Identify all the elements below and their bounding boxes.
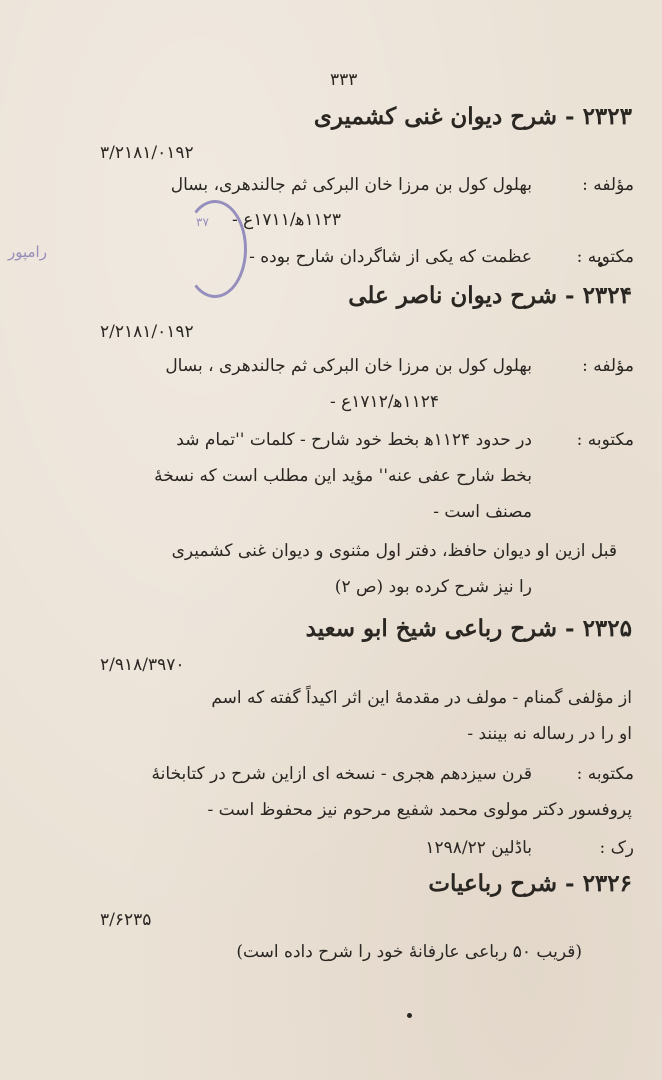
library-stamp	[0, 195, 248, 305]
scribe-label-2323: مکتوبه :	[576, 247, 634, 267]
note-2324-line2: را نیز شرح کرده بود (ص ۲)	[334, 577, 532, 597]
shelf-mark-2325: ۲/۹۱۸/۳۹۷۰	[100, 655, 185, 675]
scribe-value-2325-line1: قرن سیزدهم هجری - نسخه ای ازاین شرح در کتابخانهٔ	[151, 764, 532, 784]
body-2325-line2: او را در رساله نه بینند -	[467, 724, 632, 744]
reference-value-2325: باڈلین ۱۲۹۸/۲۲	[425, 838, 532, 858]
body-2325-line1: از مؤلفی گمنام - مولف در مقدمهٔ این اثر اکیداً گفته که اسم	[211, 688, 632, 708]
author-label-2324: مؤلفه :	[582, 356, 634, 376]
author-value-2323: بهلول کول بن مرزا خان البرکی ثم جالندهری، بسال	[170, 175, 532, 195]
scribe-label-2324: مکتوبه :	[576, 430, 634, 450]
shelf-mark-2326: ۳/۶۲۳۵	[100, 910, 152, 930]
scribe-value-2325-line2: پروفسور دکتر مولوی محمد شفیع مرحوم نیز محفوظ است -	[207, 800, 632, 820]
entry-heading-2326: ۲۳۲۶ - شرح رباعیات	[428, 870, 632, 897]
author-date-2323: ۱۱۲۳ﻫ/۱۷۱۱ع -	[232, 210, 342, 230]
page-end-mark	[407, 1013, 412, 1018]
page-number: ٣٣٣	[330, 70, 358, 90]
author-value-2324: بهلول کول بن مرزا خان البرکی ثم جالندهری ، بسال	[165, 356, 532, 376]
stamp-text: رامپور	[8, 243, 47, 261]
shelf-mark-2324: ۲/۲۱۸۱/۰۱۹۲	[100, 322, 194, 342]
scribe-label-2325: مکتوبه :	[576, 764, 634, 784]
entry-heading-2324: ۲۳۲۴ - شرح دیوان ناصر علی	[348, 282, 632, 309]
entry-heading-2325: ۲۳۲۵ - شرح رباعی شیخ ابو سعید	[305, 615, 632, 642]
scribe-value-2324-line3: مصنف است -	[433, 502, 532, 522]
author-label-2323: مؤلفه :	[582, 175, 634, 195]
scribe-value-2324-line2: بخط شارح عفی عنه'' مؤید این مطلب است که نسخهٔ	[154, 466, 532, 486]
shelf-mark-2323: ۳/۲۱۸۱/۰۱۹۲	[100, 143, 194, 163]
note-2324-line1: قبل ازین او دیوان حافظ، دفتر اول مثنوی و دیوان غنی کشمیری	[171, 541, 617, 561]
scribe-value-2323: عظمت که یکی از شاگردان شارح بوده -	[249, 247, 532, 267]
scribe-value-2324-line1: در حدود ۱۱۲۴ﻫ بخط خود شارح - کلمات ''تمام شد	[176, 430, 532, 450]
entry-heading-2323: ۲۳۲۳ - شرح دیوان غنی کشمیری	[313, 103, 632, 130]
stamp-secondary-text: ۳۷	[196, 215, 209, 229]
note-2326: (قریب ۵۰ رباعی عارفانهٔ خود را شرح داده است)	[236, 942, 582, 962]
author-date-2324: ۱۱۲۴ﻫ/۱۷۱۲ع -	[330, 392, 440, 412]
reference-label-2325: رک :	[599, 838, 634, 858]
